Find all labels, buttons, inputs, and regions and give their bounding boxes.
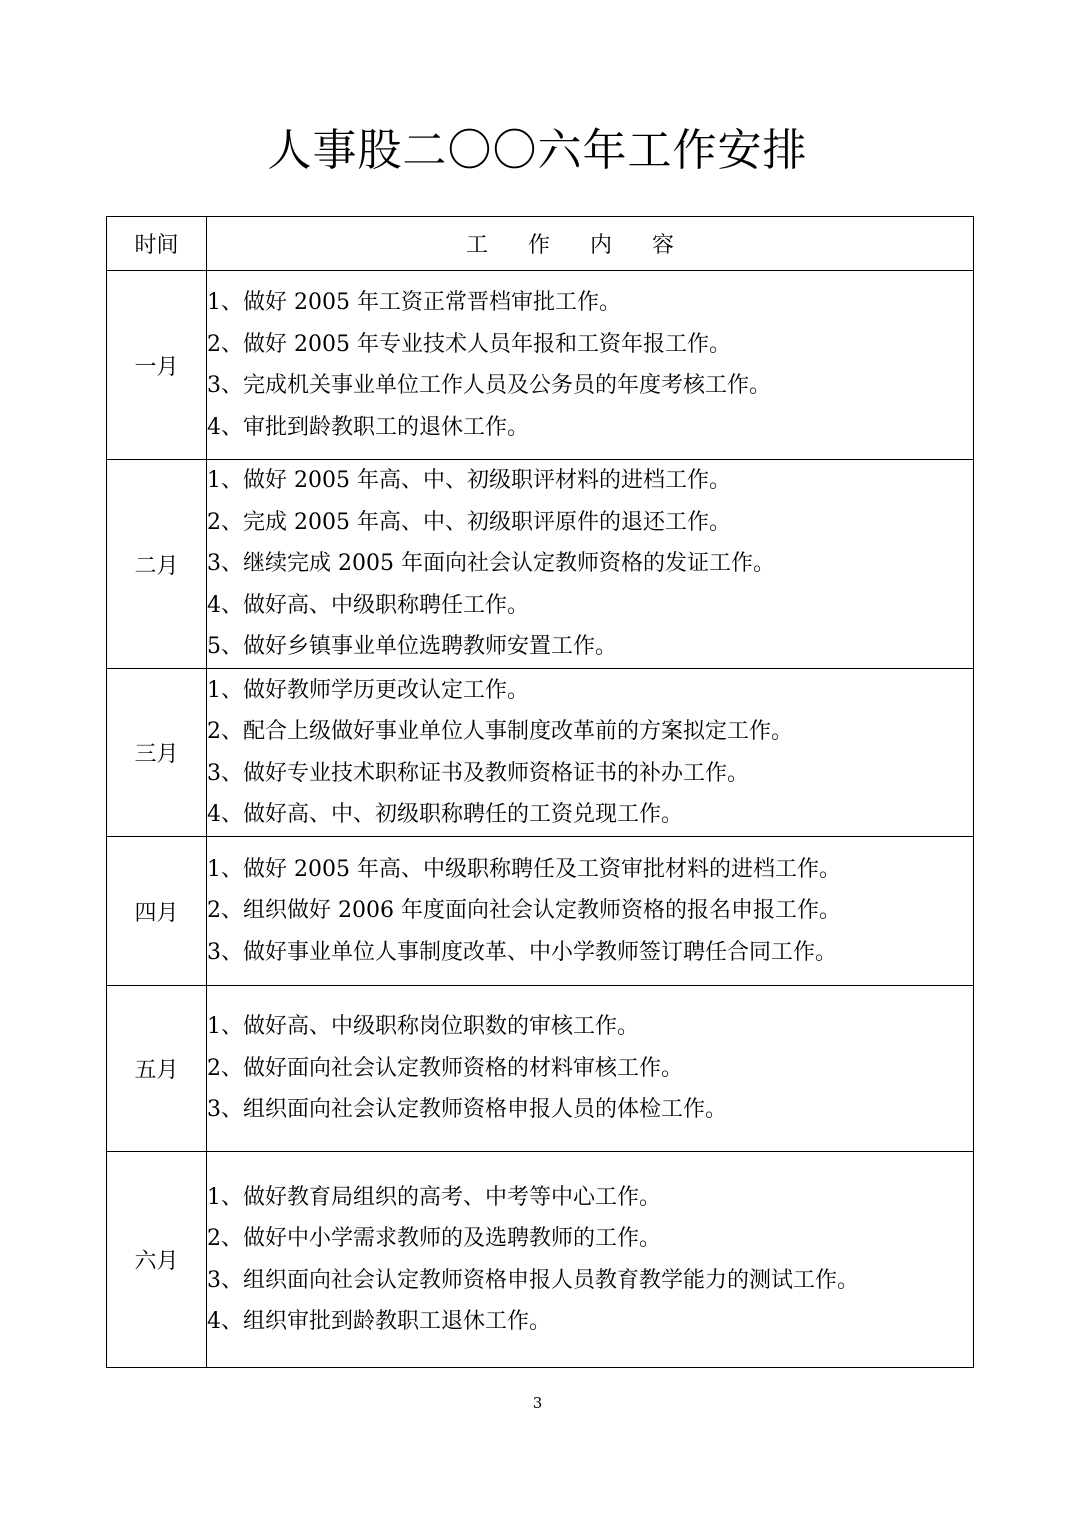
header-time: 时间 [107,217,207,271]
list-item: 2、做好 2005 年专业技术人员年报和工资年报工作。 [207,331,731,357]
content-cell [207,837,974,986]
month-cell: 四月 [107,837,207,986]
list-item: 5、做好乡镇事业单位选聘教师安置工作。 [207,634,617,660]
table-row [107,460,974,669]
table-row [107,837,974,986]
list-item: 4、做好高、中级职称聘任工作。 [207,592,529,618]
list-item: 2、完成 2005 年高、中、初级职评原件的退还工作。 [207,509,731,535]
month-cell: 六月 [107,1152,207,1368]
list-item: 2、做好中小学需求教师的及选聘教师的工作。 [207,1226,661,1251]
list-item: 1、做好 2005 年工资正常晋档审批工作。 [207,290,621,315]
table-row [107,271,974,460]
page-number: 3 [532,1394,543,1412]
month-cell: 一月 [107,271,207,460]
content-cell [207,271,974,460]
list-item: 3、做好事业单位人事制度改革、中小学教师签订聘任合同工作。 [207,939,837,965]
table-header-row [107,217,974,271]
list-item: 1、做好高、中级职称岗位职数的审核工作。 [207,1014,639,1040]
month-cell: 二月 [107,460,207,669]
header-content: 工作内容 [207,217,974,271]
list-item: 2、配合上级做好事业单位人事制度改革前的方案拟定工作。 [207,719,793,744]
list-item: 3、继续完成 2005 年面向社会认定教师资格的发证工作。 [207,551,775,577]
list-item: 3、完成机关事业单位工作人员及公务员的年度考核工作。 [207,373,771,398]
table-row [107,1152,974,1368]
content-cell [207,669,974,837]
list-item: 3、组织面向社会认定教师资格申报人员的体检工作。 [207,1097,727,1123]
list-item: 1、做好教育局组织的高考、中考等中心工作。 [207,1184,661,1210]
list-item: 2、做好面向社会认定教师资格的材料审核工作。 [207,1055,683,1081]
list-item: 4、组织审批到龄教职工退休工作。 [207,1309,551,1334]
list-item: 1、做好教师学历更改认定工作。 [207,677,529,703]
work-plan-table [106,216,974,1368]
list-item: 1、做好 2005 年高、中级职称聘任及工资审批材料的进档工作。 [207,856,841,882]
list-item: 1、做好 2005 年高、中、初级职评材料的进档工作。 [207,468,731,494]
list-item: 2、组织做好 2006 年度面向社会认定教师资格的报名申报工作。 [207,898,841,924]
table-row [107,669,974,837]
list-item: 4、审批到龄教职工的退休工作。 [207,414,529,440]
month-cell: 三月 [107,669,207,837]
content-cell [207,986,974,1152]
content-cell [207,1152,974,1368]
list-item: 4、做好高、中、初级职称聘任的工资兑现工作。 [207,802,683,827]
list-item: 3、做好专业技术职称证书及教师资格证书的补办工作。 [207,760,749,786]
page-title: 人事股二〇〇六年工作安排 [267,125,808,176]
list-item: 3、组织面向社会认定教师资格申报人员教育教学能力的测试工作。 [207,1267,859,1293]
content-cell [207,460,974,669]
month-cell: 五月 [107,986,207,1152]
table-row [107,986,974,1152]
